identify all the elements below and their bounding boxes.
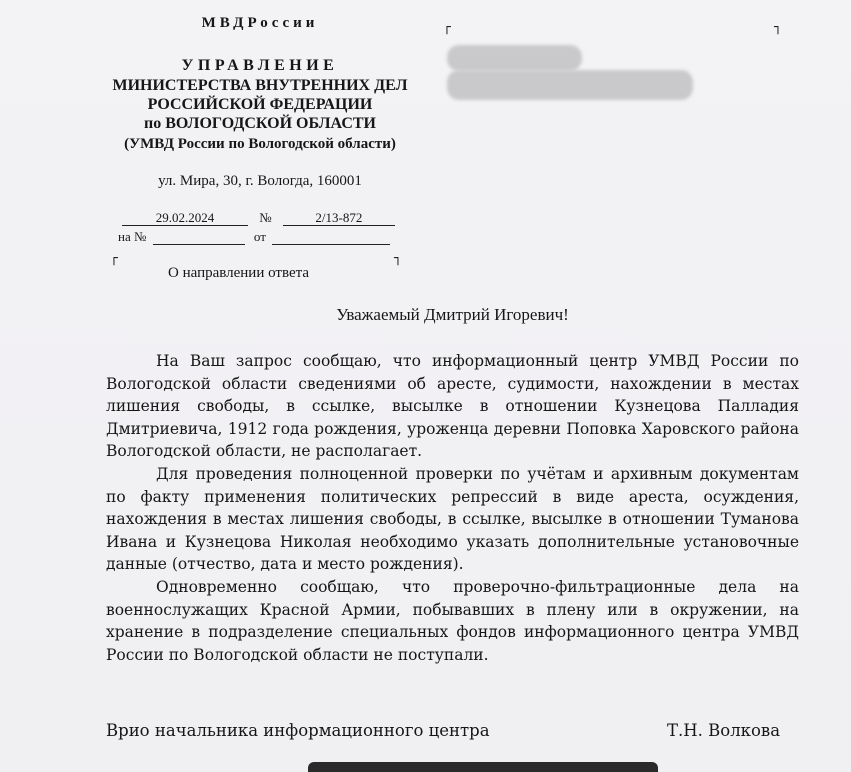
letter-body <box>106 350 799 666</box>
reply-reference-row <box>118 229 390 245</box>
letterhead-address: ул. Мира, 30, г. Вологда, 160001 <box>158 173 362 189</box>
number-sign: № <box>259 210 272 225</box>
reply-from-label: от <box>253 229 266 244</box>
letterhead-line-federation: РОССИЙСКОЙ ФЕДЕРАЦИИ <box>147 96 373 113</box>
redacted-recipient-line-1 <box>447 45 582 71</box>
letterhead-line-region: по ВОЛОГОДСКОЙ ОБЛАСТИ <box>144 115 376 132</box>
reply-to-label: на № <box>118 229 147 244</box>
letter-subject: О направлении ответа <box>168 265 310 281</box>
corner-bracket-top-right-icon: ┐ <box>774 20 782 35</box>
letterhead-short-name: (УМВД России по Вологодской области) <box>124 136 396 152</box>
registration-number: 2/13-872 <box>283 210 395 226</box>
body-paragraph: Одновременно сообщаю, что проверочно-фильтрационные дела на военнослужащих Красной Армии, побывавших в плену или в окружении, на хранение в подразделение специальных фондов информационного центра УМВД России по Вологодской области не поступали. <box>106 577 799 664</box>
body-paragraph: На Ваш запрос сообщаю, что информационный центр УМВД России по Вологодской области сведениями об аресте, судимости, нахождении в местах лишения свободы, в ссылке, высылке в отношении Кузнецова Палладия Дмитриевича, 1912 года рождения, уроженца деревни Поповка Харовского района Вологодской области, не располагает. <box>106 352 799 461</box>
registration-date-row <box>122 210 395 226</box>
reply-from-date-blank <box>272 229 390 245</box>
reply-to-number-blank <box>153 229 245 245</box>
signatory-title: Врио начальника информационного центра <box>106 721 490 740</box>
registration-date: 29.02.2024 <box>122 210 248 226</box>
subject-bracket-right-icon: ┐ <box>394 251 402 266</box>
bottom-edge-bar <box>308 762 658 772</box>
greeting: Уважаемый Дмитрий Игоревич! <box>336 305 569 324</box>
subject-bracket-left-icon: ┌ <box>110 251 118 266</box>
body-paragraph: Для проведения полноценной проверки по учётам и архивным документам по факту применения политических репрессий в виде ареста, осуждения, нахождения в местах лишения свободы, в ссылке, высылке в отношении Туманова Ивана и Кузнецова Николая необходимо указать дополнительные установочные данные (отчество, дата и место рождения). <box>106 464 799 574</box>
letterhead-upravlenie: УПРАВЛЕНИЕ <box>181 57 339 74</box>
letterhead-line-ministry: МИНИСТЕРСТВА ВНУТРЕННИХ ДЕЛ <box>112 77 408 94</box>
redacted-recipient-line-2 <box>447 70 693 100</box>
signatory-name: Т.Н. Волкова <box>667 721 781 740</box>
corner-bracket-top-left-icon: ┌ <box>443 20 451 35</box>
ministry-name: МВДРоссии <box>201 15 319 31</box>
